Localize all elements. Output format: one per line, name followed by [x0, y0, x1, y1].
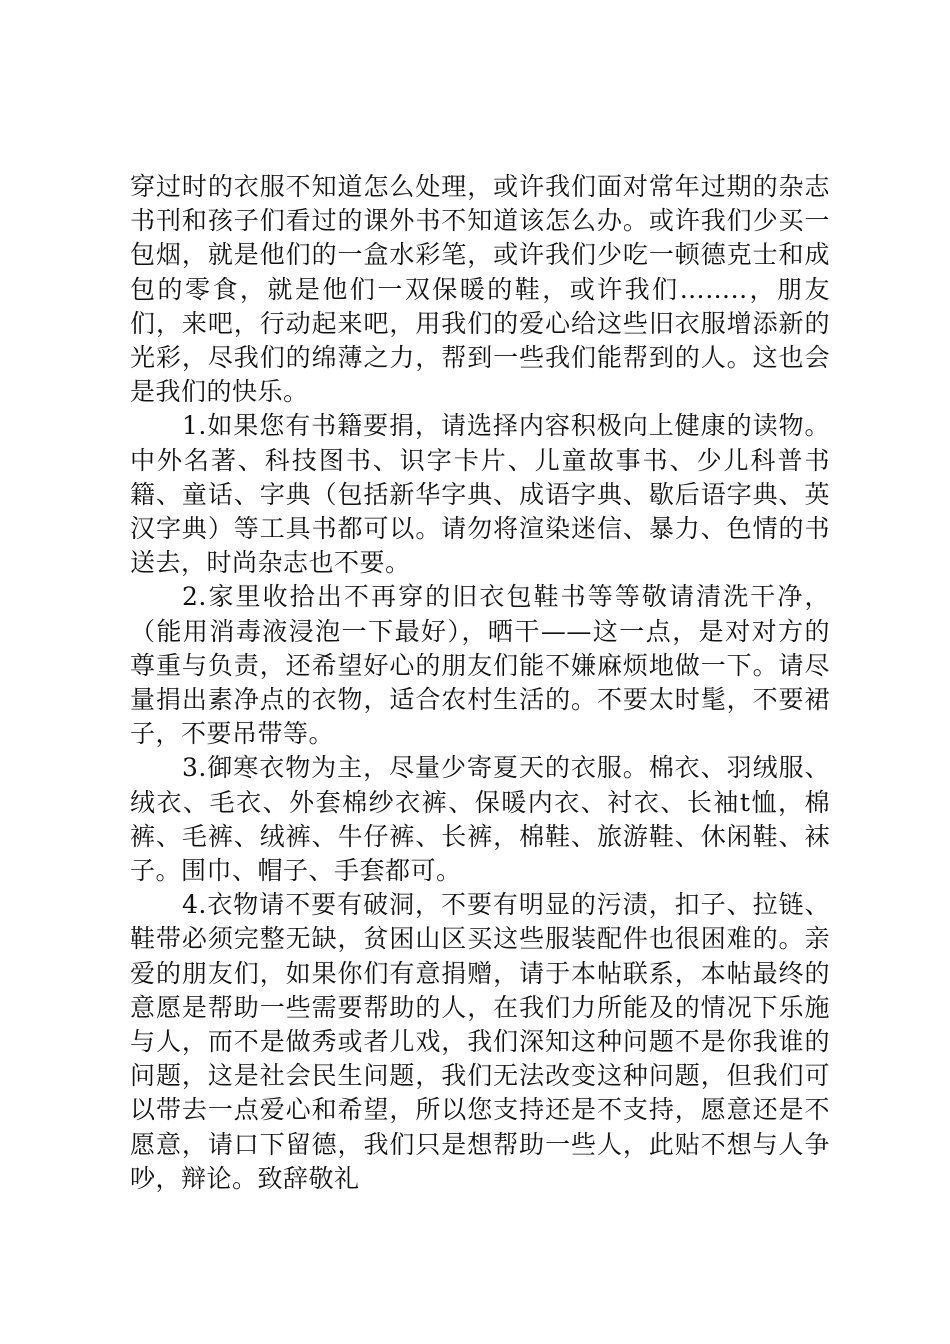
paragraph-item-1-books: 1.如果您有书籍要捐，请选择内容积极向上健康的读物。中外名著、科技图书、识字卡片、儿童故事书、少儿科普书籍、童话、字典（包括新华字典、成语字典、歇后语字典、英汉字典）等工具书都可以。请勿将渲染迷信、暴力、色情的书送去，时尚杂志也不要。 — [130, 411, 830, 578]
paragraph-item-3-winter-clothes: 3.御寒衣物为主，尽量少寄夏天的衣服。棉衣、羽绒服、绒衣、毛衣、外套棉纱衣裤、保暖内衣、衬衣、长袖t恤，棉裤、毛裤、绒裤、牛仔裤、长裤，棉鞋、旅游鞋、休闲鞋、袜子。围巾、帽子、手套都可。 — [130, 753, 830, 886]
paragraph-item-4-condition: 4.衣物请不要有破洞，不要有明显的污渍，扣子、拉链、鞋带必须完整无缺，贫困山区买这些服装配件也很困难的。亲爱的朋友们，如果你们有意捐赠，请于本帖联系，本帖最终的意愿是帮助一些需要帮助的人，在我们力所能及的情况下乐施与人，而不是做秀或者儿戏，我们深知这种问题不是你我谁的问题，这是社会民生问题，我们无法改变这种问题，但我们可以带去一点爱心和希望，所以您支持还是不支持，愿意还是不愿意，请口下留德，我们只是想帮助一些人，此贴不想与人争吵，辩论。致辞敬礼 — [130, 890, 830, 1193]
document-body — [130, 170, 830, 1196]
paragraph-intro: 穿过时的衣服不知道怎么处理，或许我们面对常年过期的杂志书刊和孩子们看过的课外书不知道该怎么办。或许我们少买一包烟，就是他们的一盒水彩笔，或许我们少吃一顿德克士和成包的零食，就是他们一双保暖的鞋，或许我们……..，朋友们，来吧，行动起来吧，用我们的爱心给这些旧衣服增添新的光彩，尽我们的绵薄之力，帮到一些我们能帮到的人。这也会是我们的快乐。 — [130, 172, 830, 407]
paragraph-item-2-cleaning: 2.家里收拾出不再穿的旧衣包鞋书等等敬请清洗干净，（能用消毒液浸泡一下最好），晒干——这一点，是对对方的尊重与负责，还希望好心的朋友们能不嫌麻烦地做一下。请尽量捐出素净点的衣物，适合农村生活的。不要太时髦，不要裙子，不要吊带等。 — [130, 582, 830, 749]
